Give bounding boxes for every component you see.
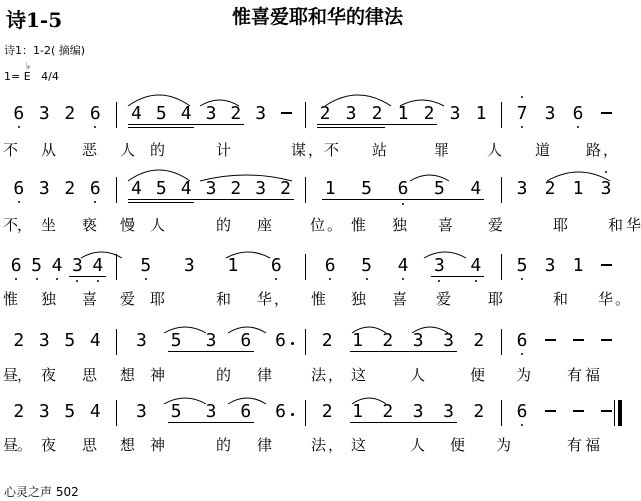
note-digit: 6: [240, 401, 252, 422]
page-footer: 心灵之声 502: [4, 485, 79, 499]
octave-dot-below: [438, 280, 440, 282]
note-digit: 4: [89, 330, 101, 351]
note-digit: 3: [205, 103, 217, 124]
augmentation-dot: [291, 413, 294, 416]
lyric-char: 的: [216, 216, 232, 234]
note-digit: 3: [412, 330, 424, 351]
lyric-char: 不: [324, 141, 340, 159]
lyric-char: 爱: [120, 290, 136, 308]
beam-underline: [128, 124, 243, 125]
lyric-char: 人: [150, 216, 166, 234]
fermata-dot: [521, 96, 523, 98]
lyric-char: 为: [516, 366, 532, 384]
note-digit: 5: [170, 401, 182, 422]
note-digit: 3: [135, 330, 147, 351]
octave-dot-below: [94, 126, 96, 128]
note-digit: 1: [352, 401, 363, 422]
barline: [305, 254, 306, 280]
beam-underline: [431, 276, 483, 277]
note-digit: 6: [516, 330, 528, 351]
octave-dot-below: [76, 280, 78, 282]
lyric-char: 独: [392, 216, 408, 234]
lyric-char: 的: [216, 366, 232, 384]
note-digit: 2: [64, 103, 76, 124]
note-digit: 3: [600, 178, 612, 199]
note-digit: 3: [38, 330, 50, 351]
note-digit: 1: [227, 255, 239, 276]
note-digit: 6: [572, 103, 584, 124]
octave-dot-below: [94, 201, 96, 203]
lyric-char: 想: [120, 436, 136, 454]
note-digit: 6: [516, 401, 528, 422]
octave-dot-below: [97, 280, 99, 282]
note-digit: 3: [433, 255, 445, 276]
beam-underline: [168, 351, 254, 352]
lyric-char: 福: [585, 366, 601, 384]
lyric-char: 法: [311, 436, 327, 454]
lyric-char: ，: [308, 141, 324, 159]
beam-underline: [128, 202, 194, 203]
note-digit: 2: [473, 330, 485, 351]
note-digit: 2: [382, 401, 394, 422]
note-digit: 4: [131, 103, 142, 124]
lyric-char: 华: [626, 216, 641, 234]
lyric-char: 不: [3, 216, 19, 234]
sustain-dash: [545, 410, 556, 412]
note-digit: 5: [140, 255, 152, 276]
note-digit: 6: [89, 178, 101, 199]
page-number: 诗1-5: [6, 8, 63, 32]
lyric-char: 华: [257, 290, 273, 308]
note-digit: 5: [170, 330, 182, 351]
barline: [116, 329, 117, 355]
lyric-char: 不: [3, 141, 19, 159]
lyric-char: 爱: [436, 290, 452, 308]
staff-system: [0, 252, 635, 282]
octave-dot-below: [475, 280, 477, 282]
octave-dot-below: [18, 126, 20, 128]
note-digit: 2: [544, 178, 556, 199]
lyric-char: 夜: [41, 436, 57, 454]
end-barline-thick: [618, 400, 622, 426]
barline: [305, 177, 306, 203]
lyric-char: ，: [17, 216, 33, 234]
lyric-char: 道: [535, 141, 551, 159]
lyric-char: 计: [216, 141, 232, 159]
note-digit: 2: [280, 178, 291, 199]
lyric-char: 的: [150, 141, 166, 159]
octave-dot-below: [402, 278, 404, 280]
time-signature: 4/4: [41, 70, 59, 83]
barline: [305, 102, 306, 128]
lyric-char: 站: [372, 141, 388, 159]
barline: [305, 400, 306, 426]
lyric-char: 神: [150, 366, 166, 384]
lyric-char: 座: [257, 216, 273, 234]
note-digit: 3: [38, 401, 50, 422]
note-digit: 2: [13, 330, 25, 351]
octave-dot-below: [521, 424, 523, 426]
note-digit: 6: [13, 178, 25, 199]
barline: [501, 102, 502, 128]
lyric-char: 有: [567, 436, 583, 454]
beam-underline: [350, 422, 457, 423]
lyric-char: 昼: [3, 436, 19, 454]
lyric-char: 神: [150, 436, 166, 454]
note-digit: 1: [324, 178, 336, 199]
sustain-dash: [573, 339, 584, 341]
note-digit: 6: [89, 103, 101, 124]
barline: [116, 254, 117, 280]
lyric-char: ，: [328, 366, 344, 384]
lyric-char: 罪: [434, 141, 450, 159]
lyric-char: 思: [82, 366, 98, 384]
beam-underline: [168, 422, 254, 423]
lyric-char: 这: [351, 366, 367, 384]
lyric-char: 想: [120, 366, 136, 384]
barline: [116, 177, 117, 203]
note-digit: 4: [180, 103, 192, 124]
augmentation-dot: [291, 342, 294, 345]
octave-dot-below: [521, 126, 523, 128]
octave-dot-below: [402, 203, 404, 205]
note-digit: 4: [131, 178, 142, 199]
note-digit: 2: [321, 330, 333, 351]
note-digit: 5: [433, 178, 445, 199]
lyric-char: 慢: [120, 216, 136, 234]
note-digit: 1: [397, 103, 409, 124]
note-digit: 3: [544, 103, 556, 124]
lyric-char: 昼: [3, 366, 19, 384]
note-digit: 5: [31, 255, 43, 276]
note-digit: 3: [205, 401, 217, 422]
note-digit: 4: [51, 255, 63, 276]
lyric-char: 谋: [291, 141, 307, 159]
note-digit: 2: [321, 401, 333, 422]
lyric-char: 律: [257, 366, 273, 384]
lyric-char: 法: [311, 366, 327, 384]
barline: [116, 400, 117, 426]
octave-dot-below: [521, 353, 523, 355]
note-digit: 3: [71, 255, 83, 276]
barline: [116, 102, 117, 128]
note-digit: 5: [361, 255, 373, 276]
note-digit: 3: [38, 103, 50, 124]
song-title: 惟喜爱耶和华的律法: [231, 6, 403, 28]
note-digit: 3: [135, 401, 147, 422]
note-digit: 1: [475, 103, 487, 124]
sustain-dash: [601, 264, 612, 266]
note-digit: 2: [423, 103, 435, 124]
note-digit: 3: [345, 103, 357, 124]
lyric-char: 。: [327, 216, 343, 234]
note-digit: 2: [371, 103, 383, 124]
note-digit: 2: [382, 330, 394, 351]
lyric-char: 。: [17, 436, 33, 454]
octave-dot-below: [36, 278, 38, 280]
note-digit: 3: [255, 103, 267, 124]
lyric-char: 有: [567, 366, 583, 384]
lyric-char: 独: [351, 290, 367, 308]
octave-dot-below: [15, 278, 17, 280]
note-digit: 1: [572, 178, 584, 199]
sustain-dash: [573, 410, 584, 412]
staff-system: [0, 100, 635, 130]
lyric-char: ，: [274, 290, 290, 308]
note-digit: 5: [64, 330, 76, 351]
barline: [501, 400, 502, 426]
end-barline-thin: [614, 400, 615, 426]
note-digit: 4: [397, 255, 409, 276]
lyric-char: 人: [120, 141, 136, 159]
note-digit: 2: [319, 103, 331, 124]
beam-underline: [350, 351, 457, 352]
barline: [501, 329, 502, 355]
key-flat-sign: ♭: [26, 62, 31, 72]
lyric-char: 的: [216, 436, 232, 454]
note-digit: 2: [64, 178, 76, 199]
beam-underline: [322, 199, 484, 200]
lyric-char: 喜: [438, 216, 454, 234]
note-digit: 6: [270, 255, 282, 276]
note-digit: 3: [255, 178, 267, 199]
octave-dot-below: [56, 278, 58, 280]
lyric-char: 福: [585, 436, 601, 454]
octave-dot-below: [18, 201, 20, 203]
lyric-char: 思: [82, 436, 98, 454]
note-digit: 3: [449, 103, 461, 124]
lyric-char: 独: [41, 290, 57, 308]
lyric-char: 人: [410, 366, 426, 384]
barline: [501, 177, 502, 203]
octave-dot-below: [145, 278, 147, 280]
lyric-char: 华: [598, 290, 614, 308]
note-digit: 3: [544, 255, 556, 276]
lyric-char: 和: [216, 290, 232, 308]
note-digit: 6: [275, 401, 287, 422]
lyric-char: 夜: [41, 366, 57, 384]
lyric-char: 位: [310, 216, 326, 234]
note-digit: 3: [38, 178, 50, 199]
lyric-char: 惟: [311, 290, 327, 308]
beam-underline: [128, 199, 293, 200]
lyric-char: 坐: [41, 216, 57, 234]
note-digit: 5: [64, 401, 76, 422]
note-digit: 2: [473, 401, 485, 422]
note-digit: 3: [443, 401, 454, 422]
note-digit: 3: [205, 178, 217, 199]
lyric-char: 喜: [392, 290, 408, 308]
note-digit: 5: [155, 103, 167, 124]
lyric-char: 为: [496, 436, 512, 454]
lyric-char: 耶: [150, 290, 166, 308]
lyric-char: ，: [17, 366, 33, 384]
sustain-dash: [601, 112, 612, 114]
lyric-char: 惟: [351, 216, 367, 234]
lyric-char: 和: [608, 216, 624, 234]
lyric-char: 这: [351, 436, 367, 454]
lyric-char: ，: [603, 141, 619, 159]
note-digit: 6: [397, 178, 409, 199]
lyric-char: ，: [328, 436, 344, 454]
lyric-char: 惟: [3, 290, 19, 308]
note-digit: 1: [352, 330, 363, 351]
lyric-char: 路: [586, 141, 602, 159]
lyric-char: 喜: [82, 290, 98, 308]
octave-dot-below: [521, 278, 523, 280]
note-digit: 5: [516, 255, 528, 276]
lyric-char: 人: [410, 436, 426, 454]
lyric-char: 和: [553, 290, 569, 308]
octave-dot-below: [366, 278, 368, 280]
barline: [501, 254, 502, 280]
lyric-char: 便: [470, 366, 486, 384]
beam-underline: [69, 276, 105, 277]
sustain-dash: [601, 410, 612, 412]
lyric-char: 人: [487, 141, 503, 159]
lyric-char: 便: [450, 436, 466, 454]
staff-system: [0, 327, 635, 357]
beam-underline: [128, 127, 194, 128]
octave-dot-below: [329, 278, 331, 280]
beam-underline: [317, 124, 437, 125]
note-digit: 3: [205, 330, 217, 351]
note-digit: 6: [324, 255, 336, 276]
beam-underline: [317, 127, 385, 128]
lyric-char: 从: [41, 141, 57, 159]
note-digit: 4: [470, 178, 482, 199]
scripture-source: 诗1：1-2( 摘编): [4, 44, 86, 57]
staff-system: [0, 398, 635, 428]
lyric-char: 律: [257, 436, 273, 454]
note-digit: 3: [516, 178, 528, 199]
lyric-char: 。: [615, 290, 631, 308]
note-digit: 2: [230, 178, 242, 199]
staff-system: [0, 175, 635, 205]
note-digit: 3: [183, 255, 195, 276]
lyric-char: 恶: [82, 141, 98, 159]
lyric-char: 爱: [488, 216, 504, 234]
note-digit: 6: [10, 255, 22, 276]
note-digit: 4: [470, 255, 482, 276]
note-digit: 6: [275, 330, 287, 351]
lyric-char: 耶: [488, 290, 504, 308]
note-digit: 6: [13, 103, 25, 124]
note-digit: 3: [443, 330, 454, 351]
note-digit: 1: [572, 255, 584, 276]
octave-dot-below: [577, 126, 579, 128]
sustain-dash: [545, 339, 556, 341]
note-digit: 6: [240, 330, 252, 351]
note-digit: 4: [89, 401, 101, 422]
key-signature: 1= E: [4, 70, 31, 83]
barline: [305, 329, 306, 355]
fermata-dot: [605, 171, 607, 173]
lyric-char: 亵: [82, 216, 98, 234]
lyric-char: 耶: [553, 216, 569, 234]
sustain-dash: [601, 339, 612, 341]
key-and-time-signature: [4, 70, 59, 83]
note-digit: 3: [412, 401, 424, 422]
note-digit: 2: [13, 401, 25, 422]
note-digit: 2: [230, 103, 242, 124]
note-digit: 4: [92, 255, 104, 276]
note-digit: 5: [155, 178, 167, 199]
note-digit: 4: [180, 178, 192, 199]
note-digit: 7: [516, 103, 528, 124]
note-digit: 5: [361, 178, 373, 199]
octave-dot-below: [275, 278, 277, 280]
sustain-dash: [281, 112, 292, 114]
